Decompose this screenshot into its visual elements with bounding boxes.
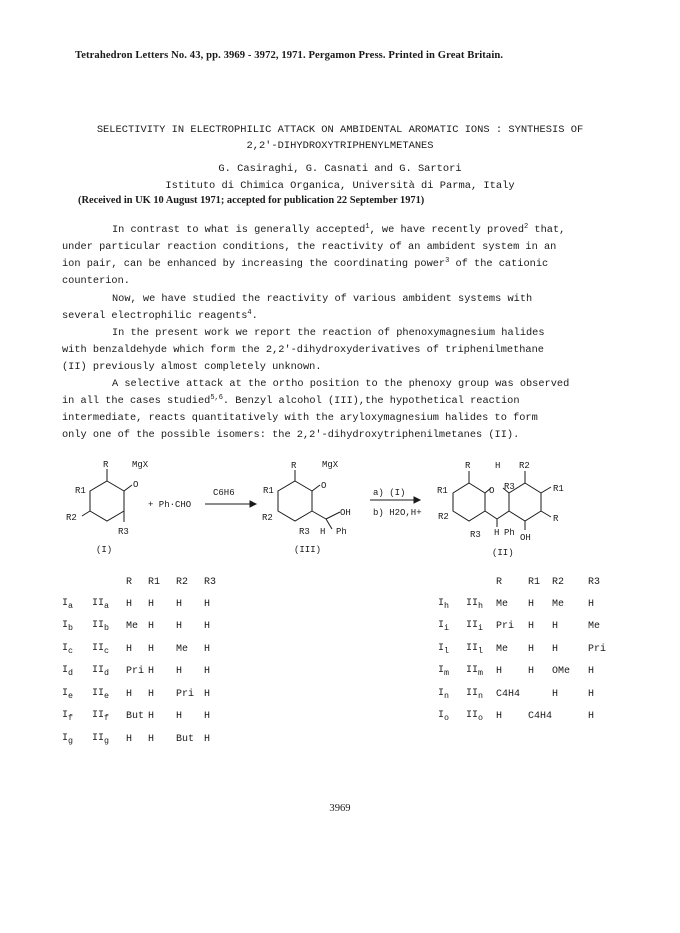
substituent-cell: H bbox=[126, 733, 133, 745]
solvent: C6H6 bbox=[213, 488, 235, 498]
table-row bbox=[62, 638, 226, 661]
label-mgx: MgX bbox=[322, 460, 339, 470]
p1-text: In contrast to what is generally accepted bbox=[112, 224, 366, 236]
table-row bbox=[62, 616, 226, 639]
label-r2: R2 bbox=[262, 513, 273, 523]
table-header-row bbox=[438, 571, 612, 593]
table-row bbox=[62, 593, 226, 616]
label-r: R bbox=[103, 460, 109, 470]
compound-id-I: $I_c$ bbox=[62, 642, 74, 656]
substituent-cell: Pri bbox=[176, 688, 195, 700]
compound-id-II: $II_b$ bbox=[92, 620, 110, 634]
compound-id-I: $I_n$ bbox=[438, 687, 450, 701]
substituent-cell: Me bbox=[176, 643, 189, 655]
table-row bbox=[62, 661, 226, 684]
substituent-cell: H bbox=[528, 621, 535, 633]
compound-id-II: $II_d$ bbox=[92, 665, 110, 679]
ref-marker: 4 bbox=[247, 309, 252, 317]
substituent-cell: C4H4 bbox=[496, 688, 521, 700]
label-r1: R1 bbox=[263, 486, 274, 496]
label-r3: R3 bbox=[118, 527, 129, 537]
substituent-cell: OMe bbox=[552, 666, 571, 678]
substituent-cell bbox=[528, 683, 552, 706]
substituent-cell: Pri bbox=[588, 643, 607, 655]
substituent-cell: H bbox=[204, 733, 211, 745]
table-row bbox=[438, 616, 612, 639]
compound-id-I: $I_l$ bbox=[438, 642, 450, 656]
substituent-cell: Pri bbox=[496, 621, 515, 633]
substituent-cell: H bbox=[496, 666, 503, 678]
label-r2: R2 bbox=[66, 513, 77, 523]
substituent-cell: H bbox=[176, 711, 183, 723]
compound-id-II: $II_o$ bbox=[466, 710, 484, 724]
table-row bbox=[438, 593, 612, 616]
step-b: b) H2O,H+ bbox=[373, 508, 422, 518]
substituent-cell: H bbox=[528, 598, 535, 610]
substituent-cell: Me bbox=[588, 621, 601, 633]
table-row bbox=[62, 728, 226, 751]
label-o: O bbox=[489, 486, 495, 496]
substituent-cell: Me bbox=[496, 598, 509, 610]
col-header: R1 bbox=[528, 576, 541, 588]
p4-text: in all the cases studied bbox=[62, 395, 211, 407]
compound-id-I: $I_b$ bbox=[62, 620, 74, 634]
p1-line: under particular reaction conditions, the reactivity of an ambident system in an bbox=[62, 241, 557, 253]
p2-text: several electrophilic reagents bbox=[62, 310, 248, 322]
compound-id-I: $I_m$ bbox=[438, 665, 450, 679]
label-compound-II: (II) bbox=[492, 548, 514, 558]
substituent-cell: H bbox=[148, 621, 155, 633]
substituent-cell: H bbox=[176, 666, 183, 678]
substituent-cell: C4H4 bbox=[528, 711, 553, 723]
substituent-cell: H bbox=[204, 711, 211, 723]
substituent-cell: H bbox=[148, 688, 155, 700]
label-oh: OH bbox=[520, 533, 531, 543]
p1-text: ion pair, can be enhanced by increasing the coordinating power bbox=[62, 258, 446, 270]
col-header: R bbox=[126, 576, 133, 588]
table-row bbox=[438, 661, 612, 684]
substituent-cell: H bbox=[148, 666, 155, 678]
compound-id-I: $I_a$ bbox=[62, 597, 74, 611]
affiliation: Istituto di Chimica Organica, Università di Parma, Italy bbox=[165, 180, 515, 192]
label-compound-I: (I) bbox=[96, 545, 113, 555]
substituent-cell: H bbox=[148, 643, 155, 655]
compound-id-II: $II_c$ bbox=[92, 642, 110, 656]
article-title-line1: SELECTIVITY IN ELECTROPHILIC ATTACK ON AMBIDENTAL AROMATIC IONS : SYNTHESIS OF bbox=[96, 124, 584, 136]
substituent-cell: H bbox=[148, 733, 155, 745]
p3-line: (II) previously almost completely unknown. bbox=[62, 361, 322, 373]
reaction-scheme bbox=[0, 455, 680, 565]
p2-text: . bbox=[251, 310, 258, 322]
substituent-cell: H bbox=[204, 666, 211, 678]
compound-id-I: $I_g$ bbox=[62, 732, 74, 746]
table-row bbox=[438, 706, 612, 729]
journal-header: Tetrahedron Letters No. 43, pp. 3969 - 3972, 1971. Pergamon Press. Printed in Great Britain. bbox=[75, 50, 504, 61]
substituent-cell: H bbox=[204, 598, 211, 610]
compound-id-II: $II_g$ bbox=[92, 732, 110, 746]
col-header: R3 bbox=[204, 576, 217, 588]
reagent-benzaldehyde: + Ph·CHO bbox=[148, 500, 192, 510]
label-r: R bbox=[291, 461, 297, 471]
table-row bbox=[62, 706, 226, 729]
ref-marker: 1 bbox=[365, 223, 370, 231]
substituent-cell: H bbox=[176, 621, 183, 633]
substituent-cell: H bbox=[126, 598, 133, 610]
p2-text: Now, we have studied the reactivity of various ambident systems with bbox=[112, 293, 533, 305]
received-dates: (Received in UK 10 August 1971; accepted for publication 22 September 1971) bbox=[78, 195, 425, 206]
ref-marker: 3 bbox=[445, 257, 450, 265]
label-r: R bbox=[465, 461, 471, 471]
paragraph-2 bbox=[62, 291, 622, 325]
label-compound-III: (III) bbox=[294, 545, 322, 555]
substituent-cell: H bbox=[588, 688, 595, 700]
substituent-cell: H bbox=[204, 643, 211, 655]
compound-table-left bbox=[62, 571, 226, 751]
step-a: a) (I) bbox=[373, 488, 406, 498]
label-r: R bbox=[553, 514, 559, 524]
p1-text: , we have recently proved bbox=[369, 224, 525, 236]
substituent-cell: Me bbox=[496, 643, 509, 655]
col-header: R1 bbox=[148, 576, 161, 588]
substituent-cell: H bbox=[528, 666, 535, 678]
substituent-cell: H bbox=[588, 666, 595, 678]
p4-line: only one of the possible isomers: the 2,2'-dihydroxytriphenilmetanes (II). bbox=[62, 429, 520, 441]
benzene-ring-III bbox=[278, 481, 312, 521]
benzene-ring-I bbox=[90, 481, 124, 521]
compound-id-I: $I_h$ bbox=[438, 597, 450, 611]
compound-id-I: $I_d$ bbox=[62, 665, 74, 679]
compound-id-II: $II_a$ bbox=[92, 597, 110, 611]
compound-id-II: $II_i$ bbox=[466, 620, 484, 634]
substituent-cell: H bbox=[552, 621, 559, 633]
label-oh: OH bbox=[340, 508, 351, 518]
substituent-cell: H bbox=[552, 688, 559, 700]
article-title-line2: 2,2'-DIHYDROXYTRIPHENYLMETANES bbox=[246, 140, 434, 152]
substituent-cell: H bbox=[528, 643, 535, 655]
substituent-cell: H bbox=[176, 598, 183, 610]
label-r1: R1 bbox=[75, 486, 86, 496]
table-row bbox=[438, 683, 612, 706]
substituent-cell bbox=[552, 706, 588, 729]
substituent-cell: H bbox=[148, 598, 155, 610]
p1-text: that, bbox=[528, 224, 566, 236]
benzene-ring-IIa bbox=[453, 483, 485, 521]
paragraph-1 bbox=[62, 222, 622, 290]
compound-id-II: $II_l$ bbox=[466, 642, 484, 656]
table-row bbox=[438, 638, 612, 661]
substituent-cell: H bbox=[552, 643, 559, 655]
label-r1: R1 bbox=[553, 484, 564, 494]
compound-id-II: $II_h$ bbox=[466, 597, 484, 611]
substituent-cell: But bbox=[126, 711, 145, 723]
substituent-cell: H bbox=[204, 621, 211, 633]
compound-id-I: $I_f$ bbox=[62, 710, 74, 724]
label-r3: R3 bbox=[504, 482, 515, 492]
compound-id-II: $II_f$ bbox=[92, 710, 110, 724]
col-header: R2 bbox=[176, 576, 189, 588]
compound-id-I: $I_o$ bbox=[438, 710, 450, 724]
substituent-cell: Me bbox=[552, 598, 565, 610]
p1-line: counterion. bbox=[62, 275, 130, 287]
substituent-cell: H bbox=[204, 688, 211, 700]
compound-table-right bbox=[438, 571, 612, 728]
substituent-cell: H bbox=[588, 711, 595, 723]
substituent-cell: Me bbox=[126, 621, 139, 633]
compound-id-II: $II_m$ bbox=[466, 665, 484, 679]
substituent-cell: H bbox=[126, 643, 133, 655]
paragraph-3 bbox=[62, 325, 622, 376]
col-header: R3 bbox=[588, 576, 601, 588]
authors: G. Casiraghi, G. Casnati and G. Sartori bbox=[218, 163, 462, 175]
compound-id-II: $II_e$ bbox=[92, 687, 110, 701]
label-o: O bbox=[133, 480, 139, 490]
label-r2: R2 bbox=[438, 512, 449, 522]
label-r1: R1 bbox=[437, 486, 448, 496]
substituent-cell: H bbox=[588, 598, 595, 610]
label-ph: Ph bbox=[504, 528, 515, 538]
label-ph: Ph bbox=[336, 527, 347, 537]
label-h: H bbox=[320, 527, 326, 537]
page-number: 3969 bbox=[329, 803, 351, 814]
p4-text: . Benzyl alcohol (III),the hypothetical reaction bbox=[222, 395, 520, 407]
label-o: O bbox=[321, 481, 327, 491]
compound-id-II: $II_n$ bbox=[466, 687, 484, 701]
p1-text: of the cationic bbox=[449, 258, 549, 270]
label-r3: R3 bbox=[299, 527, 310, 537]
label-h: H bbox=[494, 528, 500, 538]
compound-id-I: $I_i$ bbox=[438, 620, 450, 634]
p4-text: A selective attack at the ortho position to the phenoxy group was observed bbox=[112, 378, 570, 390]
substituent-cell: H bbox=[496, 711, 503, 723]
label-r2: R2 bbox=[519, 461, 530, 471]
col-header: R2 bbox=[552, 576, 565, 588]
compound-id-I: $I_e$ bbox=[62, 687, 74, 701]
substituent-cell: H bbox=[148, 711, 155, 723]
table-row bbox=[62, 683, 226, 706]
label-h: H bbox=[495, 461, 501, 471]
paragraph-4 bbox=[62, 376, 622, 444]
p3-line: with benzaldehyde which form the 2,2'-dihydroxyderivatives of triphenilmethane bbox=[62, 344, 544, 356]
col-header: R bbox=[496, 576, 503, 588]
ref-marker: 2 bbox=[524, 223, 529, 231]
p4-line: intermediate, reacts quantitatively with the aryloxymagnesium halides to form bbox=[62, 412, 538, 424]
substituent-cell: H bbox=[126, 688, 133, 700]
label-r3: R3 bbox=[470, 530, 481, 540]
table-header-row bbox=[62, 571, 226, 593]
p3-text: In the present work we report the reaction of phenoxymagnesium halides bbox=[112, 327, 545, 339]
substituent-cell: Pri bbox=[126, 666, 145, 678]
ref-marker: 5,6 bbox=[210, 394, 223, 402]
label-mgx: MgX bbox=[132, 460, 149, 470]
substituent-cell: But bbox=[176, 733, 195, 745]
